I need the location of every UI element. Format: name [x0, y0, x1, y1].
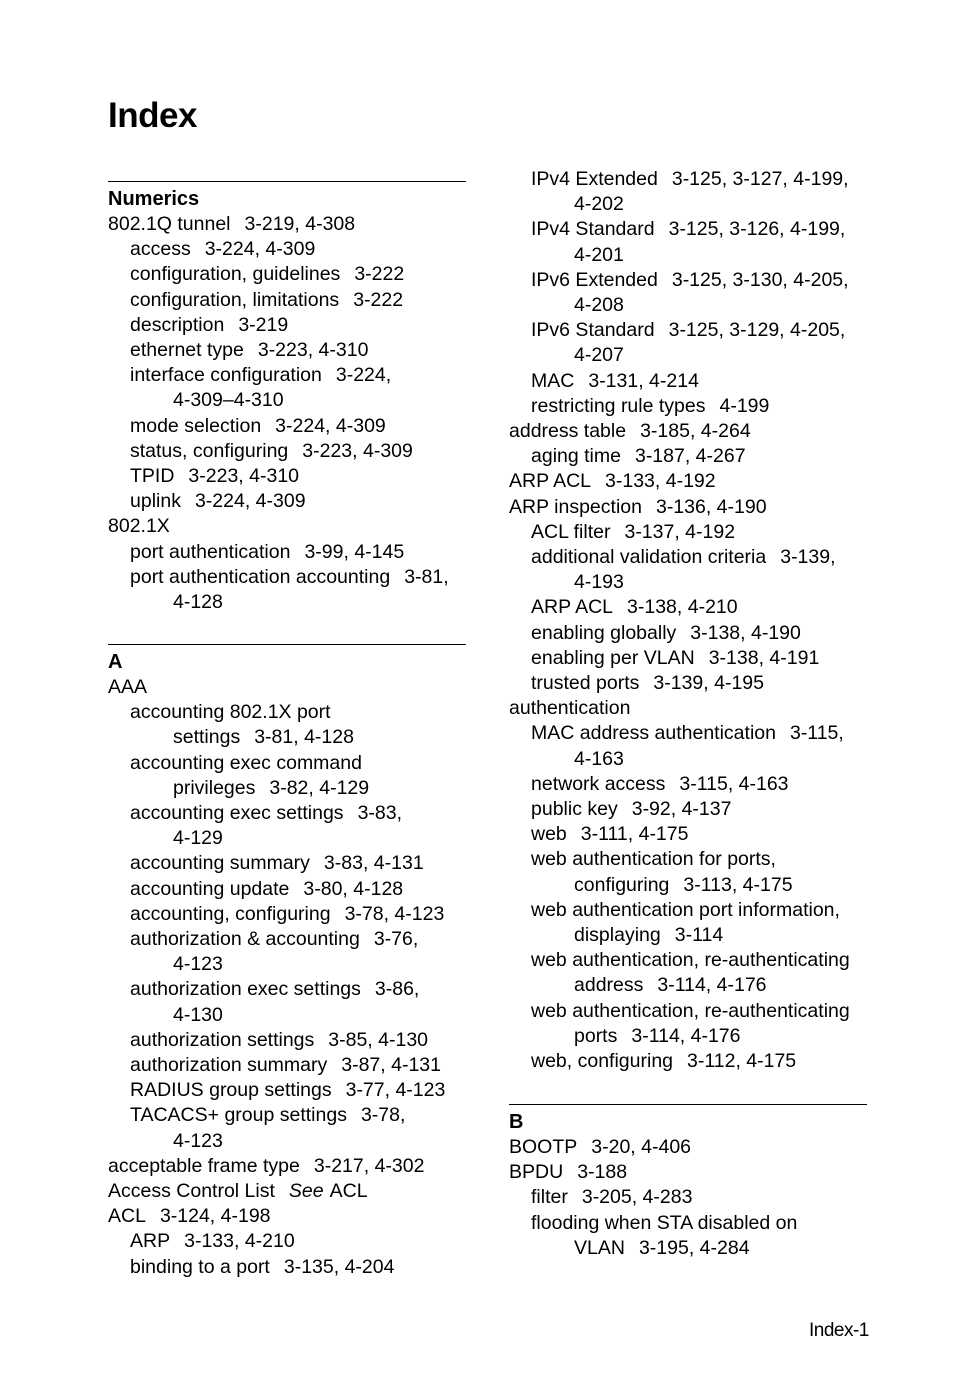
index-subentry — [531, 369, 699, 394]
entry-term: web authentication, re-authenticating — [531, 999, 850, 1022]
entry-term: 4-163 — [574, 747, 624, 770]
entry-term: interface configuration — [130, 364, 322, 387]
entry-pages: 3-125, 3-127, 4-199, — [671, 168, 849, 190]
entry-term: web authentication port information, — [531, 898, 840, 921]
entry-pages: 3-137, 4-192 — [624, 520, 736, 543]
index-subentry — [130, 288, 403, 313]
entry-see-target: ACL — [329, 1180, 368, 1202]
entry-term: authorization exec settings — [130, 978, 361, 1001]
entry-pages: 3-223, 4-309 — [302, 439, 413, 462]
index-continuation — [173, 776, 369, 801]
index-continuation — [574, 1236, 750, 1261]
index-continuation — [173, 725, 354, 750]
entry-pages: 3-125, 3-129, 4-205, — [668, 319, 846, 342]
entry-term: 4-123 — [173, 953, 223, 976]
section-header: Numerics — [108, 188, 200, 210]
index-continuation — [574, 192, 624, 217]
entry-pages: 3-133, 4-210 — [184, 1230, 295, 1253]
index-subentry — [531, 1185, 692, 1210]
index-subentry — [130, 540, 404, 565]
entry-term: privileges — [173, 776, 256, 799]
entry-term: web authentication for ports, — [531, 848, 776, 871]
entry-term: ethernet type — [130, 339, 244, 361]
entry-term: settings — [173, 726, 241, 749]
index-entry — [108, 212, 355, 237]
entry-term: access — [130, 238, 191, 261]
index-subentry — [130, 1028, 428, 1053]
entry-term: acceptable frame type — [108, 1154, 300, 1177]
entry-pages: 3-187, 4-267 — [634, 445, 746, 468]
entry-term: 4-123 — [173, 1129, 223, 1152]
index-subentry — [531, 394, 769, 419]
entry-pages: 3-83, 4-131 — [323, 852, 424, 875]
entry-term: 4-201 — [574, 243, 624, 266]
entry-pages: 3-76, — [373, 928, 419, 950]
index-subentry — [130, 1078, 445, 1103]
page-title: Index — [108, 96, 197, 135]
entry-pages: 3-219 — [238, 313, 289, 336]
index-subentry — [130, 927, 418, 952]
entry-term: mode selection — [130, 414, 262, 437]
index-subentry — [130, 1053, 441, 1078]
entry-term: address table — [509, 420, 627, 442]
index-subentry — [531, 1211, 797, 1236]
index-subentry — [531, 948, 850, 973]
entry-term: IPv4 Extended — [531, 168, 658, 190]
entry-term: accounting exec command — [130, 751, 362, 774]
entry-pages: 3-114 — [674, 924, 724, 946]
entry-pages: 3-133, 4-192 — [605, 470, 716, 493]
index-subentry — [531, 520, 735, 545]
index-continuation — [574, 1024, 741, 1049]
index-subentry — [531, 797, 731, 822]
entry-pages: 3-138, 4-191 — [708, 646, 820, 669]
entry-term: binding to a port — [130, 1255, 270, 1278]
index-continuation — [173, 826, 223, 851]
entry-term: port authentication — [130, 540, 291, 563]
entry-term: 4-208 — [574, 294, 624, 316]
entry-pages: 3-125, 3-126, 4-199, — [668, 218, 846, 241]
entry-pages: 3-77, 4-123 — [345, 1079, 446, 1102]
entry-term: authorization summary — [130, 1054, 328, 1076]
index-continuation — [574, 570, 624, 595]
entry-term: IPv4 Standard — [531, 218, 655, 241]
entry-pages: 3-138, 4-190 — [690, 621, 801, 644]
entry-pages: 3-82, 4-129 — [269, 776, 370, 799]
entry-pages: 3-112, 4-175 — [687, 1050, 797, 1072]
index-subentry — [531, 898, 840, 923]
entry-term: 4-128 — [173, 591, 223, 613]
index-subentry — [531, 595, 738, 620]
entry-pages: 3-139, 4-195 — [653, 672, 764, 694]
index-subentry — [130, 751, 362, 776]
section-divider — [108, 644, 466, 645]
entry-term: port authentication accounting — [130, 565, 391, 588]
entry-term: filter — [531, 1186, 568, 1209]
index-continuation — [173, 590, 223, 615]
entry-term: trusted ports — [531, 672, 640, 694]
index-continuation — [173, 1003, 223, 1028]
entry-term: IPv6 Extended — [531, 268, 658, 291]
index-continuation — [173, 952, 223, 977]
index-entry — [108, 1154, 424, 1179]
entry-term: public key — [531, 798, 618, 820]
index-subentry — [531, 772, 789, 797]
entry-pages: 3-114, 4-176 — [657, 974, 767, 997]
index-continuation — [574, 343, 624, 368]
section-header: A — [108, 651, 123, 673]
entry-term: BPDU — [509, 1161, 564, 1184]
entry-pages: 3-113, 4-175 — [683, 873, 793, 896]
entry-term: aging time — [531, 445, 621, 468]
entry-term: IPv6 Standard — [531, 319, 655, 342]
entry-pages: 3-114, 4-176 — [631, 1024, 741, 1047]
index-continuation — [574, 747, 624, 772]
index-subentry — [130, 877, 403, 902]
entry-term: ports — [574, 1024, 618, 1047]
entry-pages: 3-139, — [780, 546, 836, 568]
entry-pages: 3-136, 4-190 — [655, 495, 767, 518]
entry-pages: 3-78, 4-123 — [344, 902, 445, 925]
entry-term: accounting, configuring — [130, 902, 331, 925]
index-subentry — [130, 977, 419, 1002]
entry-term: ACL filter — [531, 520, 611, 543]
entry-term: description — [130, 313, 225, 336]
entry-pages: 3-195, 4-284 — [638, 1236, 750, 1259]
index-subentry — [531, 1049, 796, 1074]
index-entry — [108, 675, 147, 700]
entry-term: ARP — [130, 1230, 171, 1253]
entry-pages: 3-131, 4-214 — [588, 369, 699, 392]
index-subentry — [130, 464, 299, 489]
entry-term: flooding when STA disabled on — [531, 1211, 798, 1234]
section-divider — [108, 181, 466, 182]
entry-pages: 3-20, 4-406 — [591, 1136, 692, 1158]
index-subentry — [531, 822, 688, 847]
index-subentry — [531, 847, 776, 872]
entry-term: network access — [531, 772, 666, 795]
entry-term: accounting summary — [130, 852, 310, 875]
index-subentry — [531, 444, 746, 469]
entry-term: authorization settings — [130, 1028, 315, 1051]
entry-term: accounting exec settings — [130, 802, 344, 824]
index-continuation — [574, 243, 624, 268]
index-subentry — [531, 999, 850, 1024]
entry-pages: 3-135, 4-204 — [283, 1255, 395, 1278]
entry-term: 4-309–4-310 — [173, 389, 284, 412]
index-subentry — [531, 646, 819, 671]
entry-pages: 3-224, 4-309 — [275, 414, 386, 437]
entry-term: displaying — [574, 924, 661, 946]
entry-pages: 3-222 — [354, 263, 405, 286]
index-subentry — [531, 318, 845, 343]
entry-term: authentication — [509, 697, 631, 720]
entry-term: AAA — [108, 676, 148, 698]
index-continuation — [574, 293, 624, 318]
entry-pages: 3-188 — [577, 1161, 628, 1184]
entry-term: enabling per VLAN — [531, 646, 695, 669]
entry-pages: 3-99, 4-145 — [304, 540, 405, 563]
index-subentry — [130, 414, 386, 439]
index-subentry — [531, 268, 849, 293]
entry-term: MAC — [531, 369, 575, 392]
entry-pages: 3-115, 4-163 — [679, 772, 789, 795]
entry-pages: 3-85, 4-130 — [328, 1028, 429, 1051]
entry-term: accounting update — [130, 877, 290, 900]
index-subentry — [130, 439, 413, 464]
entry-pages: 3-224, 4-309 — [204, 238, 316, 261]
entry-term: 4-207 — [574, 344, 624, 367]
section-divider — [509, 1104, 867, 1105]
index-subentry — [130, 851, 424, 876]
entry-term: ARP ACL — [509, 470, 592, 493]
index-entry — [509, 419, 751, 444]
entry-term: VLAN — [574, 1236, 625, 1259]
index-subentry — [531, 545, 836, 570]
entry-term: configuration, limitations — [130, 288, 340, 311]
entry-term: RADIUS group settings — [130, 1079, 332, 1102]
entry-pages: 3-87, 4-131 — [341, 1054, 441, 1076]
index-entry — [509, 469, 716, 494]
entry-term: web authentication, re-authenticating — [531, 949, 850, 972]
entry-pages: 3-83, — [357, 802, 403, 824]
entry-pages: 3-217, 4-302 — [313, 1154, 425, 1177]
index-subentry — [130, 237, 315, 262]
entry-pages: 3-78, — [360, 1104, 406, 1127]
entry-term: ARP inspection — [509, 495, 642, 518]
index-entry — [108, 514, 170, 539]
entry-term: 4-202 — [574, 193, 624, 216]
see-reference-label: See — [288, 1180, 324, 1202]
index-subentry — [130, 489, 306, 514]
index-subentry — [130, 1229, 295, 1254]
index-subentry — [531, 721, 844, 746]
index-subentry — [130, 902, 444, 927]
entry-pages: 3-223, 4-310 — [257, 339, 369, 361]
entry-pages: 3-115, — [789, 722, 844, 745]
entry-term: additional validation criteria — [531, 546, 767, 568]
index-subentry — [130, 313, 288, 338]
entry-pages: 3-138, 4-210 — [627, 596, 738, 619]
index-subentry — [130, 1103, 405, 1128]
entry-term: BOOTP — [509, 1136, 578, 1158]
index-subentry — [130, 700, 331, 725]
entry-term: accounting 802.1X port — [130, 701, 331, 724]
index-subentry — [130, 338, 368, 363]
index-subentry — [130, 1255, 394, 1280]
entry-pages: 3-223, 4-310 — [188, 465, 300, 487]
entry-term: 4-129 — [173, 827, 223, 850]
index-continuation — [173, 388, 284, 413]
entry-term: MAC address authentication — [531, 722, 776, 745]
entry-term: 4-130 — [173, 1003, 223, 1026]
index-entry — [509, 1135, 691, 1160]
entry-pages: 3-205, 4-283 — [581, 1186, 693, 1209]
entry-term: address — [574, 974, 644, 997]
index-entry — [509, 696, 630, 721]
entry-pages: 3-80, 4-128 — [303, 877, 404, 900]
entry-term: 4-193 — [574, 571, 624, 594]
page-number: Index-1 — [809, 1320, 869, 1341]
index-subentry — [531, 671, 764, 696]
entry-term: 802.1Q tunnel — [108, 213, 231, 235]
entry-pages: 4-199 — [719, 394, 770, 417]
index-continuation — [574, 973, 767, 998]
index-subentry — [130, 262, 404, 287]
index-subentry — [531, 621, 801, 646]
index-entry — [509, 495, 767, 520]
entry-term: Access Control List — [108, 1180, 275, 1202]
entry-term: restricting rule types — [531, 394, 706, 417]
entry-term: web, configuring — [531, 1050, 674, 1072]
index-entry — [108, 1204, 271, 1229]
entry-term: uplink — [130, 490, 181, 513]
index-continuation — [574, 873, 793, 898]
index-entry — [509, 1160, 627, 1185]
section-header: B — [509, 1111, 524, 1133]
entry-pages: 3-222 — [353, 288, 404, 311]
entry-term: TACACS+ group settings — [130, 1104, 347, 1127]
entry-term: status, configuring — [130, 439, 289, 462]
entry-pages: 3-92, 4-137 — [631, 798, 732, 820]
entry-pages: 3-224, 4-309 — [194, 490, 306, 513]
entry-pages: 3-125, 3-130, 4-205, — [671, 268, 849, 291]
index-subentry — [531, 167, 849, 192]
entry-pages: 3-81, — [404, 565, 449, 588]
entry-term: configuration, guidelines — [130, 263, 341, 286]
entry-pages: 3-185, 4-264 — [640, 420, 751, 442]
index-subentry — [130, 801, 402, 826]
entry-term: 802.1X — [108, 515, 170, 538]
entry-pages: 3-111, 4-175 — [580, 823, 689, 846]
entry-pages: 3-224, — [335, 364, 392, 387]
index-subentry — [130, 565, 449, 590]
entry-pages: 3-219, 4-308 — [244, 213, 356, 235]
entry-term: ACL — [108, 1205, 146, 1228]
entry-term: authorization & accounting — [130, 928, 360, 950]
entry-pages: 3-124, 4-198 — [159, 1205, 271, 1228]
entry-term: enabling globally — [531, 621, 677, 644]
index-subentry — [531, 217, 845, 242]
entry-term: configuring — [574, 873, 670, 896]
entry-pages: 3-86, — [374, 978, 420, 1001]
index-subentry — [130, 363, 391, 388]
entry-pages: 3-81, 4-128 — [254, 726, 354, 749]
entry-term: ARP ACL — [531, 596, 614, 619]
index-entry — [108, 1179, 368, 1204]
index-continuation — [173, 1129, 223, 1154]
entry-term: web — [531, 823, 567, 846]
entry-term: TPID — [130, 465, 175, 487]
index-continuation — [574, 923, 723, 948]
